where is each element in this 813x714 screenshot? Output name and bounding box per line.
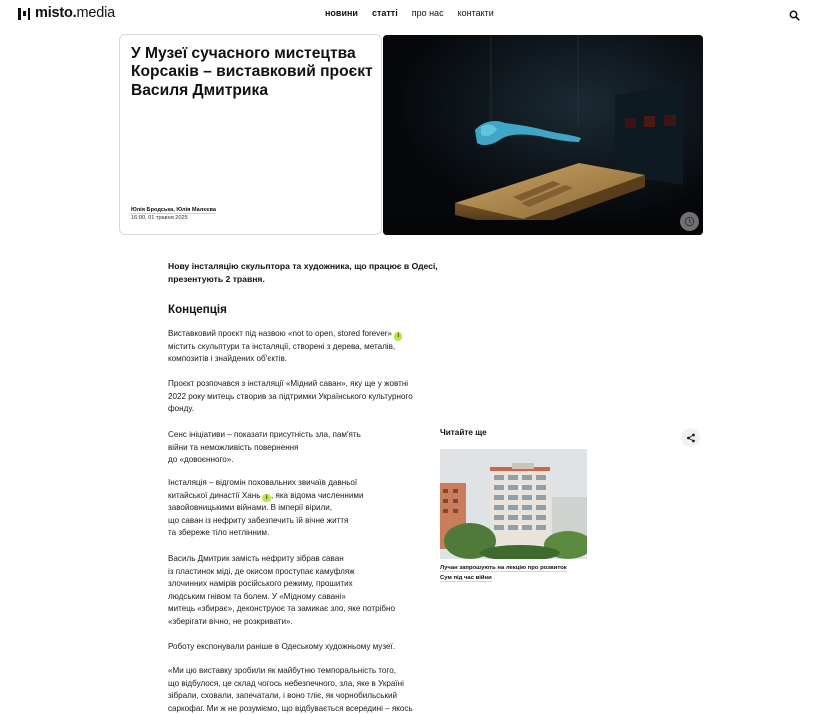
paragraph-6: Роботу експонували раніше в Одеському художньому музеї. — [168, 642, 395, 651]
nav-articles-link[interactable]: статті — [371, 8, 398, 18]
nav-contacts-link[interactable]: контакти — [457, 8, 494, 18]
read-more-heading: Читайте ще — [440, 428, 487, 437]
site-logo[interactable] — [18, 5, 115, 21]
share-button[interactable] — [681, 428, 700, 447]
read-more-image[interactable] — [440, 449, 587, 559]
nav-about-link[interactable]: про нас — [411, 8, 444, 18]
section-heading-concept: Концепція — [168, 303, 227, 316]
search-icon — [789, 10, 800, 21]
footnote-dot[interactable]: i — [394, 332, 403, 341]
article-lead: Нову інсталяцію скульптора та художника, що працює в Одесі, презентують 2 травня. — [168, 261, 438, 284]
logo-text: misto.media — [35, 5, 115, 21]
authors-link[interactable]: Юлія Бродська, Юлія Малєєва — [131, 207, 216, 213]
paragraph-3: Сенс ініціативи – показати присутність зла, пам'ять війни та неможливість повернення до «довоєнного». — [168, 430, 361, 465]
article-title: У Музеї сучасного мистецтва Корсаків – виставковий проєкт Василя Дмитрика — [131, 45, 373, 99]
paragraph-1: Виставковий проєкт під назвою «not to open, stored forever» i містить скульптури та інсталяції, створені з дерева, металів, композитів і знайдених об'єктів. — [168, 328, 468, 366]
share-icon — [686, 433, 696, 443]
search-button[interactable] — [789, 8, 800, 19]
site-header — [0, 0, 813, 28]
main-nav — [325, 8, 494, 18]
building-photo — [440, 449, 587, 559]
article-authors — [131, 198, 216, 216]
paragraph-5: Василь Дмитрик замість нефриту зібрав саван із пластинок міді, де окисом проступає камуфляж злочинних намірів російського режиму, прошитих людським гнівом та болем. У «Мідному савані» митець «збирає», деконструює та замикає зло, яке потрібно «зберігати вічно, не розкривати». — [168, 554, 395, 626]
clock-icon — [684, 216, 695, 227]
article-date: 16:00, 01 травня 2025 — [131, 215, 188, 221]
footnote-dot[interactable]: i — [262, 494, 271, 503]
paragraph-4: Інсталяція – відгомін поховальних звичаїв давньої китайської династії Хань i , яка відома численними завойовницькими війнами. В імперії вірили, що саван із нефриту забезпечить їй вічне життя та збереже тіло нетлінним. — [168, 478, 364, 538]
hero-image — [383, 35, 703, 235]
logo-mark-icon — [18, 7, 30, 20]
read-more-link[interactable]: Лучан запрошують на лекцію про розвиток Сум під час війни — [440, 565, 567, 581]
paragraph-7: «Ми цю виставку зробили як майбутню темпоральність того, що відбулося, це склад чогось небезпечного, зла, яке в Україні зібрали, сховали, запечатали, і воно тліє, як чорнобильський саркофаг. Ми ж не розуміємо, що відбувається всередині – якось — [168, 666, 413, 713]
paragraph-2: Проєкт розпочався з інсталяції «Мідний саван», яку ще у жовтні 2022 року митець створив за підтримки Українського культурного фонду. — [168, 379, 413, 414]
exhibition-photo — [383, 35, 703, 235]
nav-news-link[interactable]: новини — [325, 8, 358, 18]
hero-card — [119, 34, 382, 235]
photo-info-button[interactable] — [680, 212, 699, 231]
